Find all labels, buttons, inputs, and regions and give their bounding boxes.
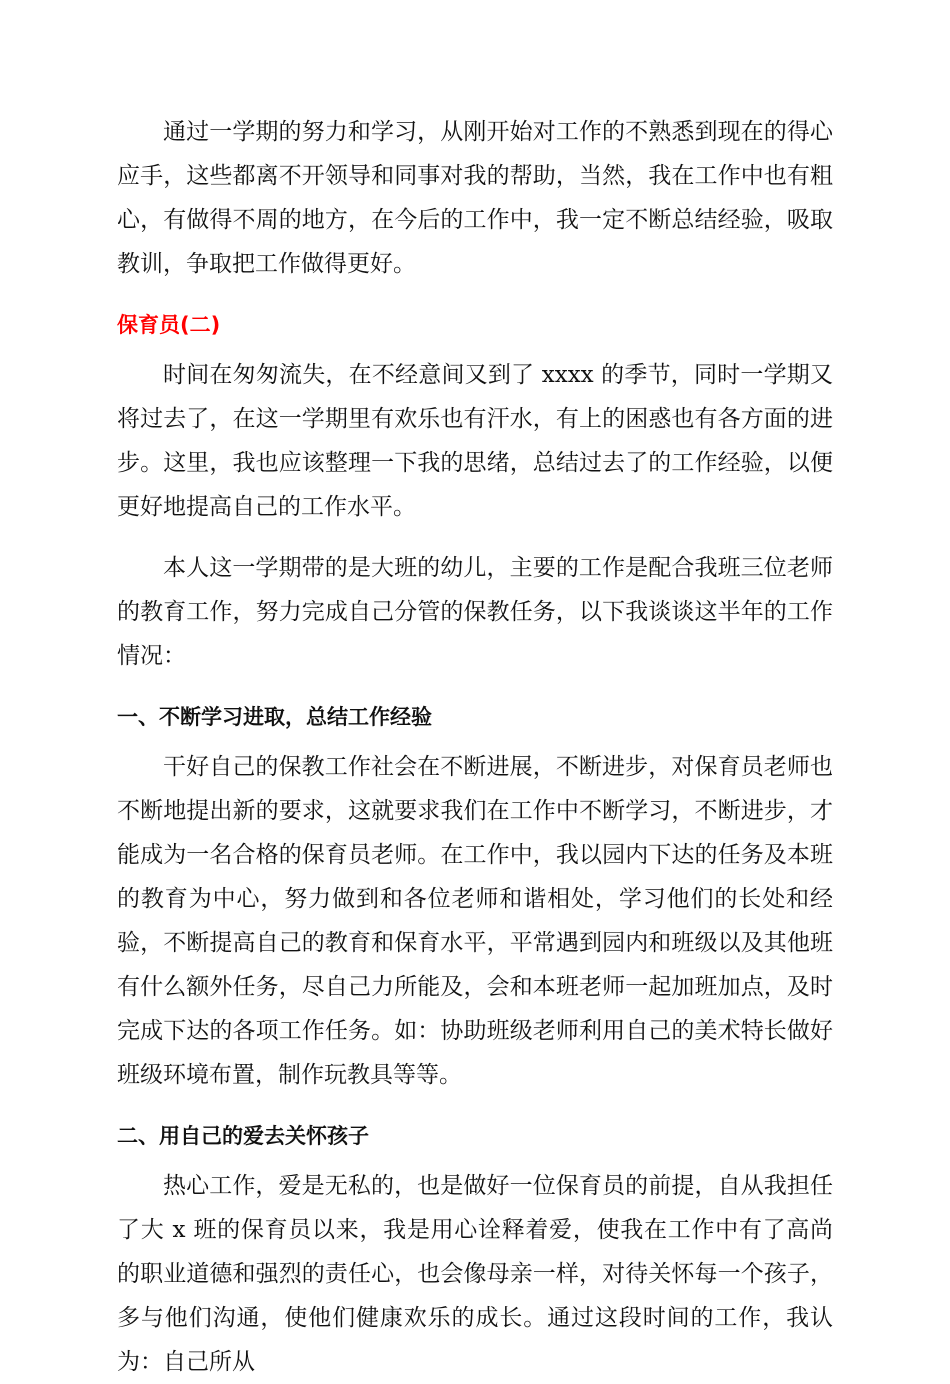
paragraph-5: 热心工作，爱是无私的，也是做好一位保育员的前提，自从我担任了大 x 班的保育员以来，我是用心诠释着爱，使我在工作中有了高尚的职业道德和强烈的责任心，也会像母亲一样，对待关怀每一个孩子，多与他们沟通，使他们健康欢乐的成长。通过这段时间的工作，我认为：自己所从 (117, 1173, 833, 1375)
document-page (117, 110, 833, 1384)
heading-1: 一、不断学习进取，总结工作经验 (117, 705, 432, 729)
paragraph-4: 干好自己的保教工作社会在不断进展，不断进步，对保育员老师也不断地提出新的要求，这就要求我们在工作中不断学习，不断进步，才能成为一名合格的保育员老师。在工作中，我以园内下达的任务及本班的教育为中心，努力做到和各位老师和谐相处，学习他们的长处和经验，不断提高自己的教育和保育水平，平常遇到园内和班级以及其他班有什么额外任务，尽自己力所能及，会和本班老师一起加班加点，及时完成下达的各项工作任务。如：协助班级老师利用自己的美术特长做好班级环境布置，制作玩教具等等。 (117, 754, 833, 1088)
paragraph-1: 通过一学期的努力和学习，从刚开始对工作的不熟悉到现在的得心应手，这些都离不开领导和同事对我的帮助，当然，我在工作中也有粗心，有做得不周的地方，在今后的工作中，我一定不断总结经验，吸取教训，争取把工作做得更好。 (117, 119, 833, 277)
heading-2: 二、用自己的爱去关怀孩子 (117, 1124, 369, 1148)
paragraph-3: 本人这一学期带的是大班的幼儿，主要的工作是配合我班三位老师的教育工作，努力完成自己分管的保教任务，以下我谈谈这半年的工作情况： (117, 555, 833, 669)
section-title: 保育员(二) (117, 313, 221, 337)
paragraph-2: 时间在匆匆流失，在不经意间又到了 xxxx 的季节，同时一学期又将过去了，在这一学期里有欢乐也有汗水，有上的困惑也有各方面的进步。这里，我也应该整理一下我的思绪，总结过去了的工作经验，以便更好地提高自己的工作水平。 (117, 362, 833, 520)
